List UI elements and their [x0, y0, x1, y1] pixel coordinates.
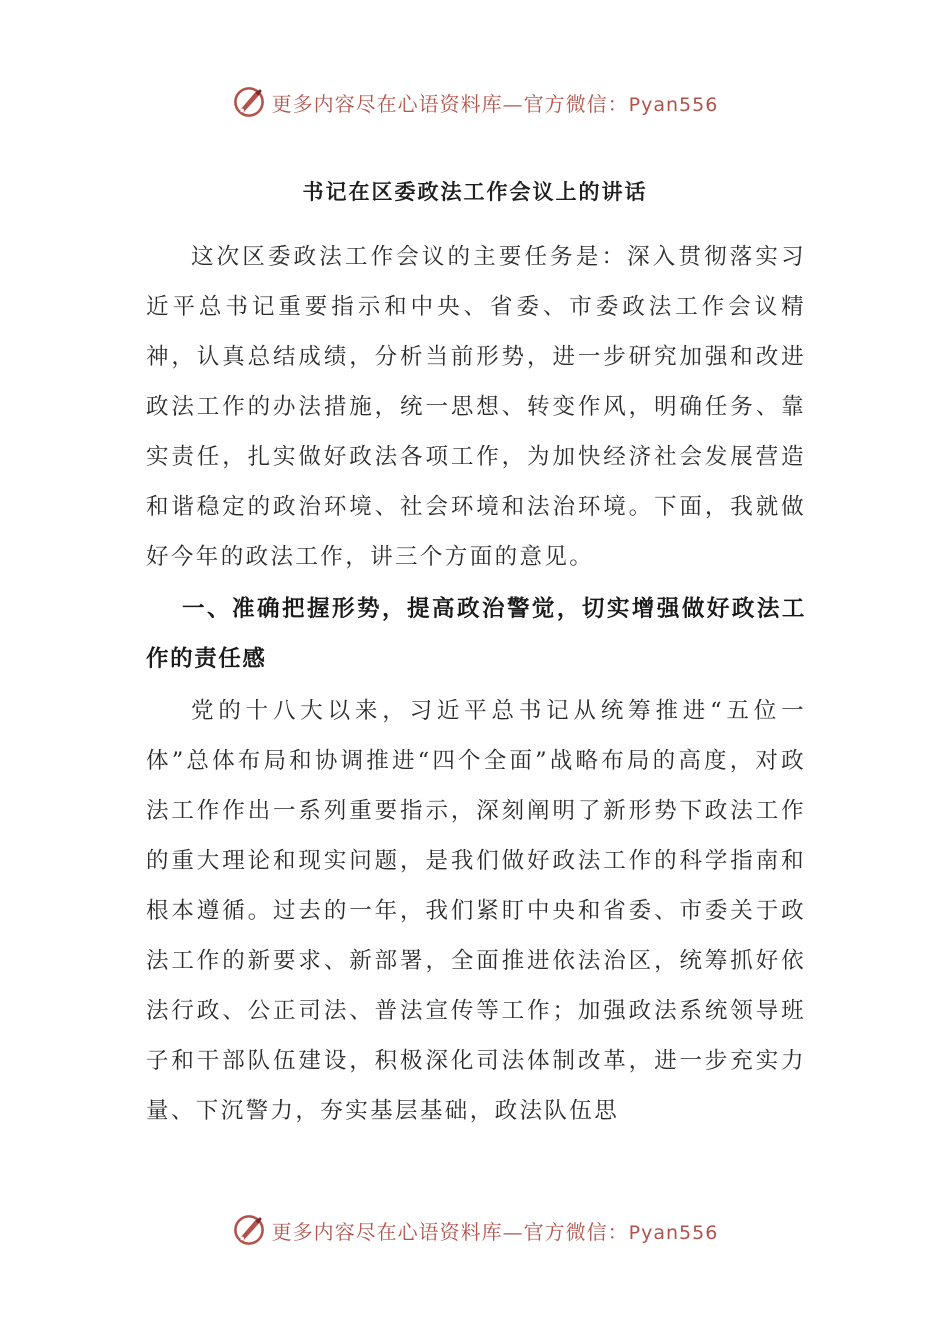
document-title: 书记在区委政法工作会议上的讲话: [302, 180, 648, 204]
paragraph-section-1: 党的十八大以来，习近平总书记从统筹推进“五位一体”总体布局和协调推进“四个全面”战略布局的高度，对政法工作作出一系列重要指示，深刻阐明了新形势下政法工作的重大理论和现实问题，是我们做好政法工作的科学指南和根本遵循。过去的一年，我们紧盯中央和省委、市委关于政法工作的新要求、新部署，全面推进依法治区，统筹抓好依法行政、公正司法、普法宣传等工作；加强政法系统领导班子和干部队伍建设，积极深化司法体制改革，进一步充实力量、下沉警力，夯实基层基础，政法队伍思: [146, 698, 806, 1124]
watermark-header: [0, 82, 950, 122]
watermark-footer: [0, 1210, 950, 1250]
watermark-wechat-id: Pyan556: [628, 1221, 719, 1244]
watermark-text: 更多内容尽在心语资料库—官方微信：Pyan556: [271, 1219, 719, 1244]
document-body: [146, 232, 806, 1136]
section-heading-1: 一、准确把握形势，提高政治警觉，切实增强做好政法工作的责任感: [146, 596, 806, 672]
watermark-text: 更多内容尽在心语资料库—官方微信：Pyan556: [271, 91, 719, 116]
paragraph-intro: 这次区委政法工作会议的主要任务是：深入贯彻落实习近平总书记重要指示和中央、省委、市委政法工作会议精神，认真总结成绩，分析当前形势，进一步研究加强和改进政法工作的办法措施，统一思想、转变作风，明确任务、靠实责任，扎实做好政法各项工作，为加快经济社会发展营造和谐稳定的政治环境、社会环境和法治环境。下面，我就做好今年的政法工作，讲三个方面的意见。: [146, 244, 806, 570]
watermark-wechat-id: Pyan556: [628, 93, 719, 116]
pen-nib-icon: [232, 1213, 266, 1247]
pen-nib-icon: [232, 85, 266, 119]
